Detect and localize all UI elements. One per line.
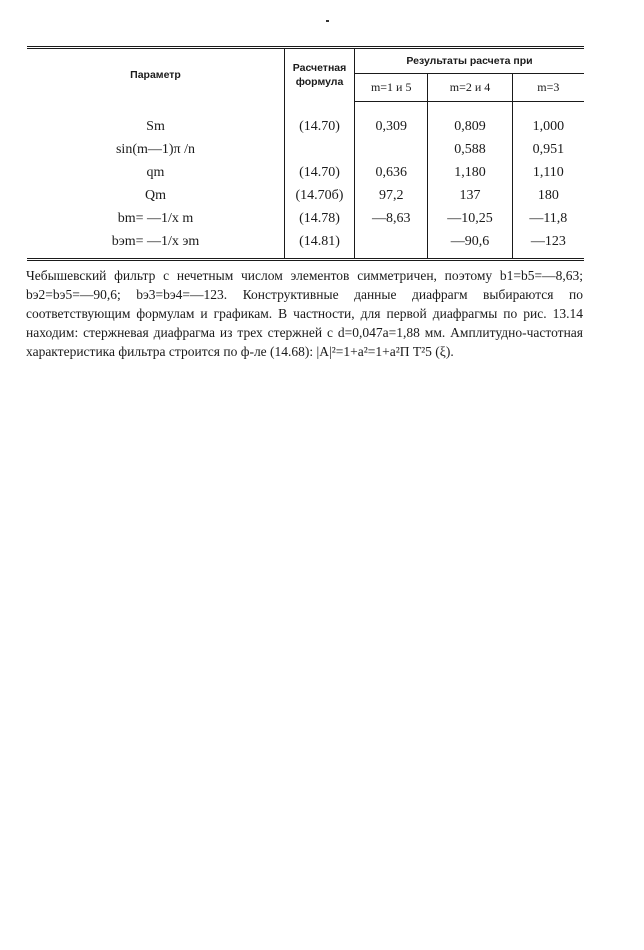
value-cell: 180 [537, 188, 559, 203]
header-results: Результаты расчета при [355, 48, 585, 74]
param-cell: Sm [27, 101, 285, 139]
body-paragraph: Чебышевский фильтр с нечетным числом элементов симметричен, поэтому b1=b5=—8,63; bэ2=bэ5=—90,6; bэ3=bэ4=—123. Конструктивные данные диафрагм выбираются по соответствующим формулам и графикам. В частности, для первой диафрагмы по рис. 13.14 находим: стержневая диафрагма из трех стержней с d=0,047a=1,88 мм. Амплитудно-частотная характеристика фильтра строится по ф-ле (14.68): |A|²=1+a²=1+a²П T²5 (ξ). [26, 268, 583, 359]
value-cell: —10,25 [428, 208, 512, 231]
value-cell: —8,63 [355, 208, 428, 231]
value-cell: —90,6 [428, 231, 512, 260]
formula-cell: (14.81) [285, 231, 355, 260]
param-cell: sin(m—1)π /n [27, 139, 285, 162]
value-cell: 97,2 [355, 185, 428, 208]
value-cell: 0,588 [428, 139, 512, 162]
value-cell [355, 139, 428, 162]
header-formula: Расчетная формула [285, 48, 355, 102]
value-cell: 137 [428, 185, 512, 208]
scan-speck [326, 20, 329, 22]
table-row [27, 139, 584, 162]
value-cell: 0,809 [428, 101, 512, 139]
value-cell: 0,309 [355, 101, 428, 139]
value-cell: —123 [530, 234, 566, 249]
header-m2: m=2 и 4 [428, 74, 512, 101]
formula-cell [285, 139, 355, 162]
results-table [27, 46, 584, 261]
table-row [27, 162, 584, 185]
value-cell: 0,636 [355, 162, 428, 185]
formula-cell: (14.78) [285, 208, 355, 231]
param-cell: bэm= —1/x эm [27, 231, 285, 260]
formula-cell: (14.70) [285, 101, 355, 139]
value-cell [355, 231, 428, 260]
value-cell: 1,180 [428, 162, 512, 185]
param-cell: Qm [27, 185, 285, 208]
param-cell: qm [27, 162, 285, 185]
table-row [27, 101, 584, 139]
value-cell: —11,8 [529, 211, 568, 226]
value-cell: 1,000 [532, 119, 565, 134]
table-row [27, 185, 584, 208]
value-cell: 0,951 [532, 142, 565, 157]
table-row [27, 208, 584, 231]
table-row [27, 231, 584, 260]
param-cell: bm= —1/x m [27, 208, 285, 231]
header-m1: m=1 и 5 [355, 74, 428, 101]
header-parameter: Параметр [27, 48, 285, 102]
header-m3: m=3 [512, 74, 584, 101]
value-cell: 1,110 [532, 165, 564, 180]
formula-cell: (14.70б) [285, 185, 355, 208]
formula-cell: (14.70) [285, 162, 355, 185]
